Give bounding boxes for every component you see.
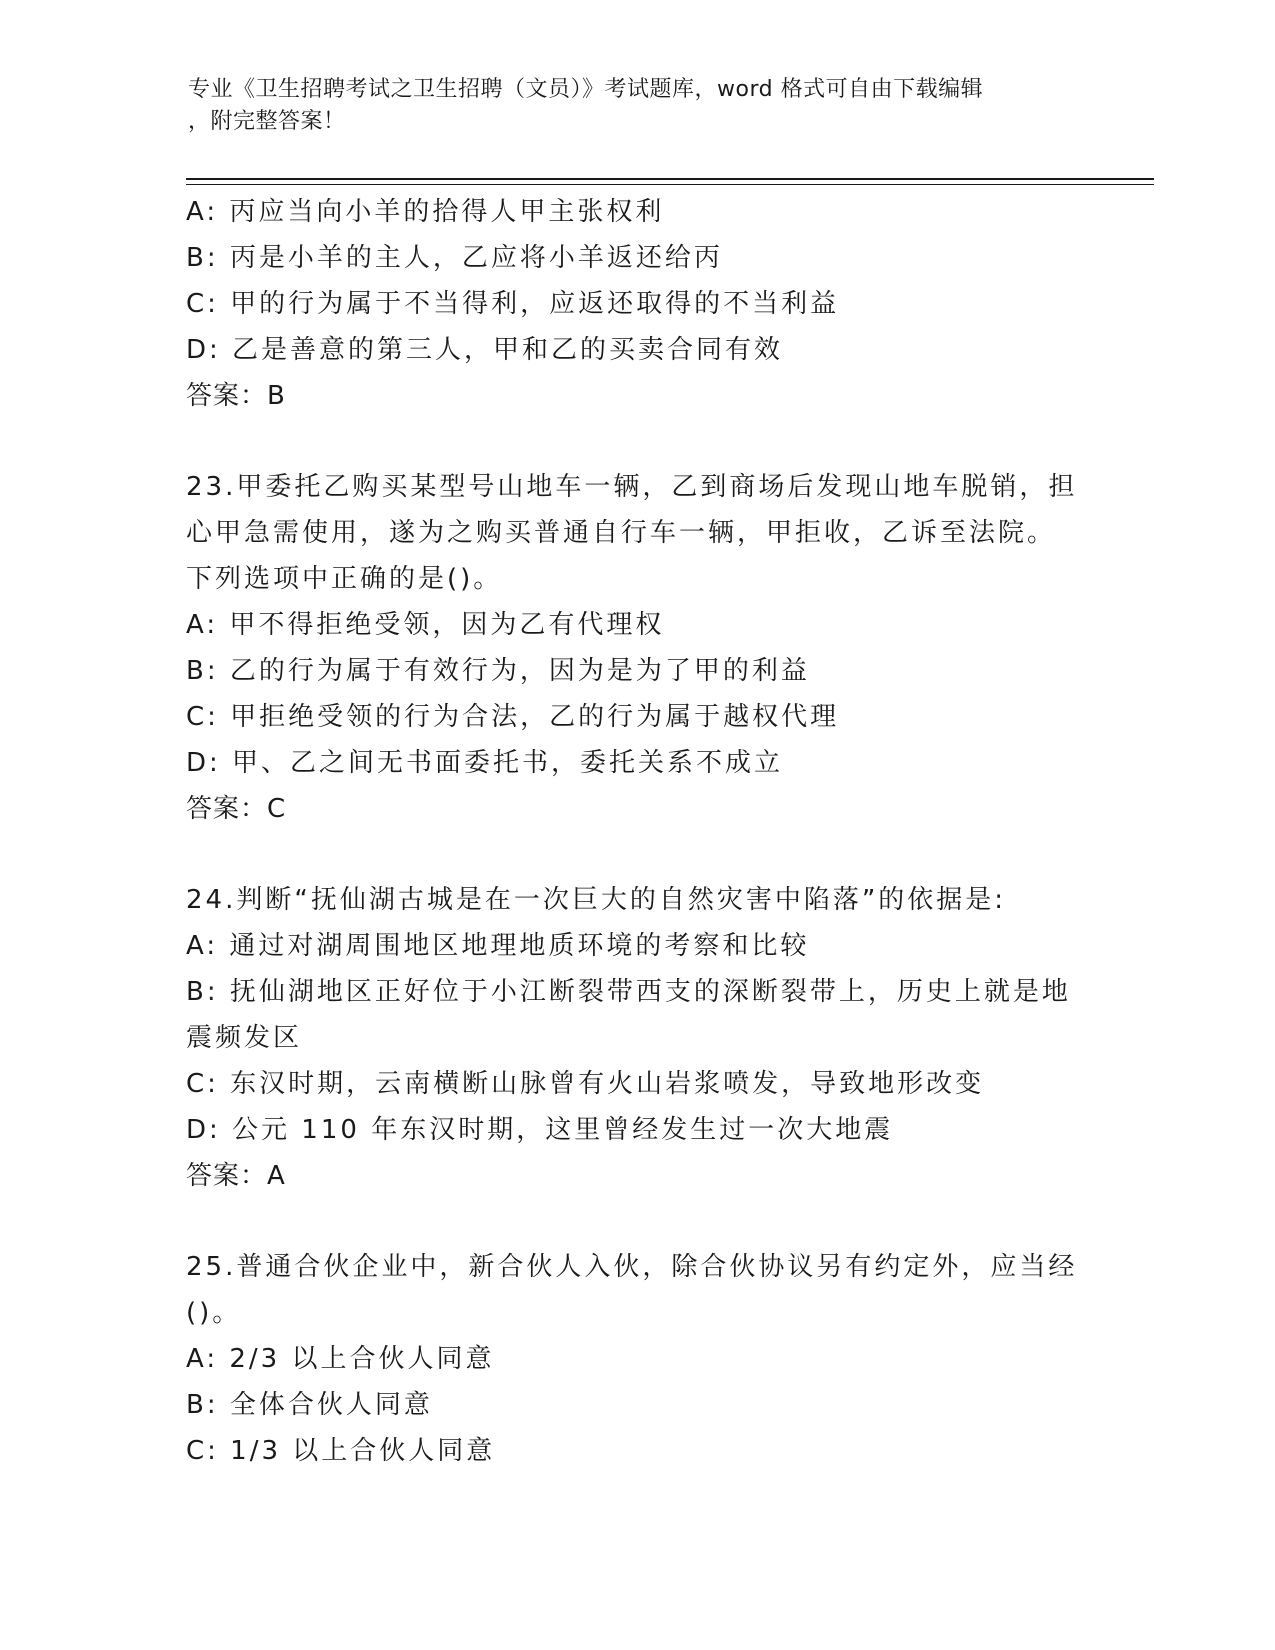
option-d: D: 乙是善意的第三人，甲和乙的买卖合同有效 bbox=[186, 335, 784, 365]
option-a: A: 通过对湖周围地区地理地质环境的考察和比较 bbox=[186, 931, 810, 961]
answer: 答案：C bbox=[186, 794, 287, 824]
option-c: C: 东汉时期，云南横断山脉曾有火山岩浆喷发，导致地形改变 bbox=[186, 1069, 985, 1099]
option-b-continued: 震频发区 bbox=[186, 1023, 303, 1053]
option-b: B: 丙是小羊的主人，乙应将小羊返还给丙 bbox=[186, 243, 723, 273]
document-header bbox=[188, 74, 1068, 138]
option-a: A: 2/3 以上合伙人同意 bbox=[186, 1344, 495, 1374]
question-stem-line: 24.判断“抚仙湖古城是在一次巨大的自然灾害中陷落”的依据是: bbox=[186, 885, 1007, 915]
question-stem-line: 心甲急需使用，遂为之购买普通自行车一辆，甲拒收，乙诉至法院。 bbox=[186, 518, 1057, 548]
option-c: C: 1/3 以上合伙人同意 bbox=[186, 1436, 496, 1466]
option-c: C: 甲的行为属于不当得利，应返还取得的不当利益 bbox=[186, 289, 840, 319]
option-b: B: 抚仙湖地区正好位于小江断裂带西支的深断裂带上，历史上就是地 bbox=[186, 977, 1071, 1007]
answer: 答案：B bbox=[186, 381, 286, 411]
header-divider-thin bbox=[186, 184, 1154, 185]
question-24 bbox=[186, 877, 1086, 1199]
answer: 答案：A bbox=[186, 1161, 286, 1191]
option-d: D: 甲、乙之间无书面委托书，委托关系不成立 bbox=[186, 748, 784, 778]
question-stem-line: 下列选项中正确的是()。 bbox=[186, 564, 503, 594]
question-25 bbox=[186, 1244, 1086, 1474]
option-d: D: 公元 110 年东汉时期，这里曾经发生过一次大地震 bbox=[186, 1115, 894, 1145]
question-22 bbox=[186, 189, 1086, 419]
question-stem-line: 25.普通合伙企业中，新合伙人入伙，除合伙协议另有约定外，应当经 bbox=[186, 1252, 1078, 1282]
question-stem-line: ()。 bbox=[186, 1298, 242, 1328]
header-line-1: 专业《卫生招聘考试之卫生招聘（文员）》考试题库，word 格式可自由下载编辑 bbox=[188, 77, 984, 102]
question-list bbox=[186, 189, 1086, 1474]
option-a: A: 丙应当向小羊的拾得人甲主张权利 bbox=[186, 197, 665, 227]
option-b: B: 乙的行为属于有效行为，因为是为了甲的利益 bbox=[186, 656, 810, 686]
question-23 bbox=[186, 464, 1086, 832]
option-c: C: 甲拒绝受领的行为合法，乙的行为属于越权代理 bbox=[186, 702, 840, 732]
header-line-2: ，附完整答案！ bbox=[188, 109, 346, 134]
option-b: B: 全体合伙人同意 bbox=[186, 1390, 433, 1420]
header-divider-thick bbox=[186, 178, 1154, 180]
option-a: A: 甲不得拒绝受领，因为乙有代理权 bbox=[186, 610, 665, 640]
question-stem-line: 23.甲委托乙购买某型号山地车一辆，乙到商场后发现山地车脱销，担 bbox=[186, 472, 1078, 502]
